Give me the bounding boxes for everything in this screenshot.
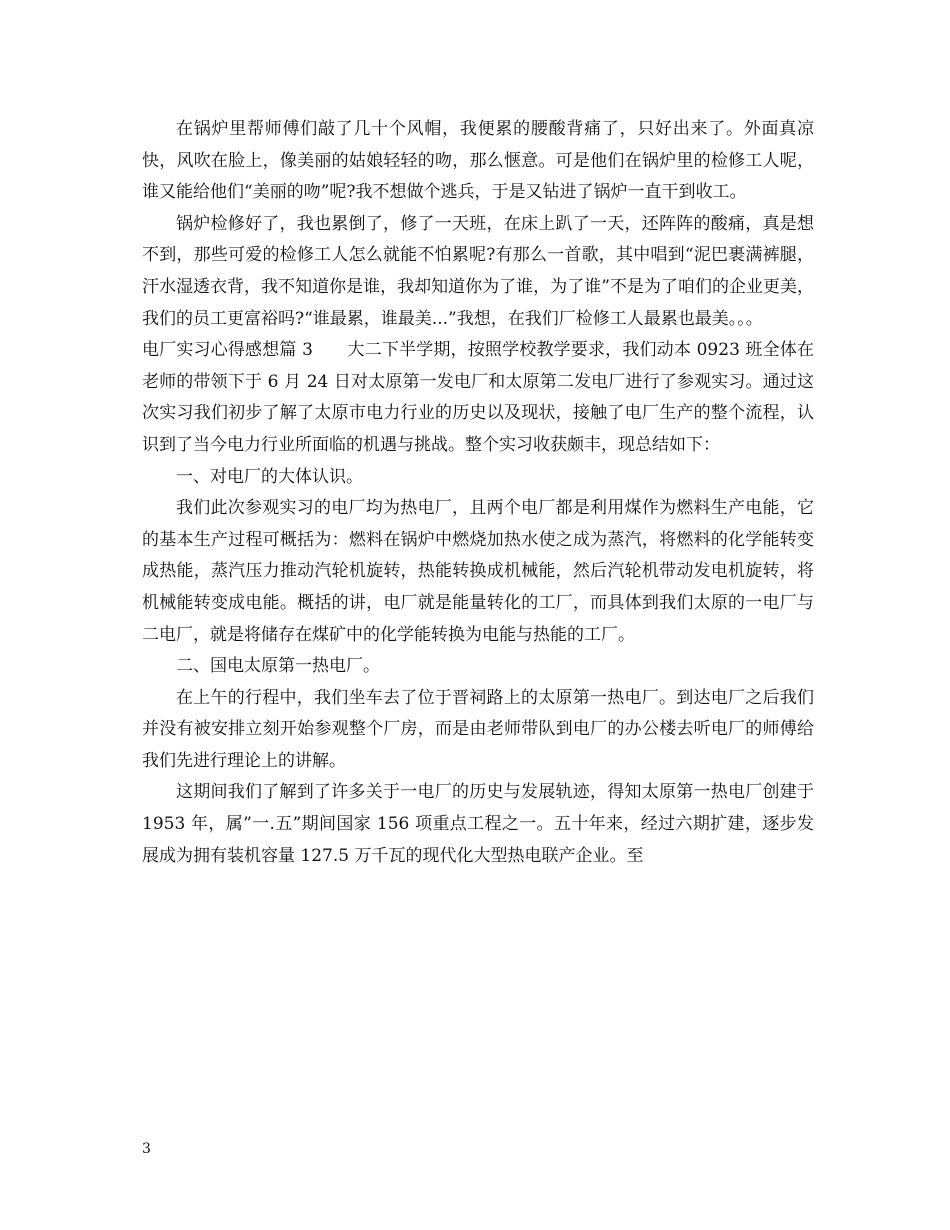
paragraph-boiler-repair: 在锅炉里帮师傅们敲了几十个风帽，我便累的腰酸背痛了，只好出来了。外面真凉快，风吹在脸上，像美丽的姑娘轻轻的吻，那么惬意。可是他们在锅炉里的检修工人呢，谁又能给他们“美丽的吻”呢?我不想做个逃兵，于是又钻进了锅炉一直干到收工。: [142, 119, 814, 203]
paragraph-power-plant-process: 我们此次参观实习的电厂均为热电厂，且两个电厂都是利用煤作为燃料生产电能，它的基本生产过程可概括为：燃料在锅炉中燃烧加热水使之成为蒸汽，将燃料的化学能转变成热能，蒸汽压力推动汽轮机旋转，热能转换成机械能，然后汽轮机带动发电机旋转，将机械能转变成电能。概括的讲，电厂就是能量转化的工厂，而具体到我们太原的一电厂与二电厂，就是将储存在煤矿中的化学能转换为电能与热能的工厂。: [142, 498, 814, 645]
section-heading-first-plant: 二、国电太原第一热电厂。: [176, 656, 380, 677]
paragraph-plant-history: 这期间我们了解到了许多关于一电厂的历史与发展轨迹，得知太原第一热电厂创建于 1953 年，属”一.五”期间国家 156 项重点工程之一。五十年来，经过六期扩建，逐步发展成为拥有装机容量 127.5 万千瓦的现代化大型热电联产企业。至: [142, 782, 814, 866]
section-heading-overview: 一、对电厂的大体认识。: [176, 466, 363, 487]
document-body: [142, 114, 814, 872]
page-number: 3: [142, 1141, 151, 1157]
paragraph-morning-visit: 在上午的行程中，我们坐车去了位于晋祠路上的太原第一热电厂。到达电厂之后我们并没有被安排立刻开始参观整个厂房，而是由老师带队到电厂的办公楼去听电厂的师傅给我们先进行理论上的讲解。: [142, 687, 814, 771]
paragraph-internship-intro: 电厂实习心得感想篇 3 大二下半学期，按照学校教学要求，我们动本 0923 班全体在老师的带领下于 6 月 24 日对太原第一发电厂和太原第二发电厂进行了参观实习。通过这次实习我们初步了解了太原市电力行业的历史以及现状，接触了电厂生产的整个流程，认识到了当今电力行业所面临的机遇与挑战。整个实习收获颇丰，现总结如下：: [142, 340, 814, 455]
paragraph-repair-workers: 锅炉检修好了，我也累倒了，修了一天班，在床上趴了一天，还阵阵的酸痛，真是想不到，那些可爱的检修工人怎么就能不怕累呢?有那么一首歌，其中唱到“泥巴裹满裤腿，汗水湿透衣背，我不知道你是谁，我却知道你为了谁，为了谁”不是为了咱们的企业更美，我们的员工更富裕吗?“谁最累，谁最美...”我想，在我们厂检修工人最累也最美。。。: [142, 213, 814, 329]
